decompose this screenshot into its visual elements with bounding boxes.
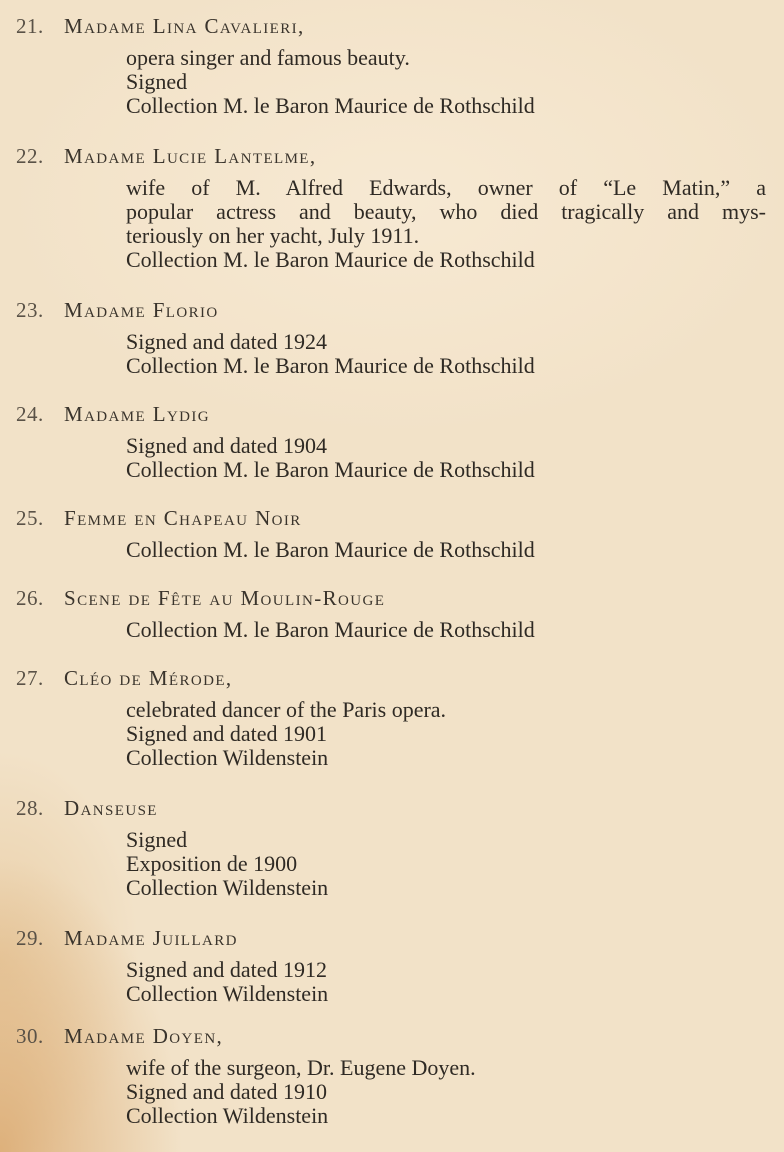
catalogue-entry-30 xyxy=(0,1024,784,1128)
entry-details xyxy=(126,46,766,118)
entry-details xyxy=(126,618,766,642)
entry-line: Collection Wildenstein xyxy=(126,1103,329,1128)
entry-details xyxy=(126,330,766,378)
catalogue-entry-22 xyxy=(0,144,784,272)
entry-title: Femme en Chapeau Noir xyxy=(64,506,302,530)
entry-line: Signed xyxy=(126,827,188,852)
entry-title: Cléo de Mérode, xyxy=(64,666,233,690)
entry-heading xyxy=(0,666,784,696)
entry-details xyxy=(126,176,766,272)
entry-line: Signed xyxy=(126,69,188,94)
entry-line: wife of the surgeon, Dr. Eugene Doyen. xyxy=(126,1055,476,1080)
entry-number: 23. xyxy=(16,298,44,322)
entry-line: Collection M. le Baron Maurice de Rothschild xyxy=(126,537,535,562)
entry-line: Signed and dated 1910 xyxy=(126,1079,328,1104)
entry-line: Collection M. le Baron Maurice de Rothschild xyxy=(126,247,535,272)
entry-line: Collection M. le Baron Maurice de Rothschild xyxy=(126,93,535,118)
catalogue-entry-24 xyxy=(0,402,784,482)
entry-line: Signed and dated 1924 xyxy=(126,329,328,354)
entry-title: Madame Lydig xyxy=(64,402,211,426)
entry-heading xyxy=(0,1024,784,1054)
catalogue-entry-29 xyxy=(0,926,784,1006)
entry-heading xyxy=(0,402,784,432)
entry-line: Signed and dated 1912 xyxy=(126,957,328,982)
entry-line: popular actress and beauty, who died tragically and mys- xyxy=(126,199,766,224)
entry-details xyxy=(126,538,766,562)
entry-line: Collection Wildenstein xyxy=(126,875,329,900)
catalogue-entry-28 xyxy=(0,796,784,900)
entry-number: 28. xyxy=(16,796,44,820)
entry-line: wife of M. Alfred Edwards, owner of “Le Matin,” a xyxy=(126,175,766,200)
catalogue-entry-21 xyxy=(0,14,784,118)
entry-title: Danseuse xyxy=(64,796,158,820)
entry-number: 26. xyxy=(16,586,44,610)
entry-line: opera singer and famous beauty. xyxy=(126,45,410,70)
entry-number: 27. xyxy=(16,666,44,690)
entry-details xyxy=(126,1056,766,1128)
entry-line: Collection Wildenstein xyxy=(126,981,329,1006)
entry-heading xyxy=(0,506,784,536)
catalogue-entry-26 xyxy=(0,586,784,642)
entry-line: celebrated dancer of the Paris opera. xyxy=(126,697,447,722)
catalogue-entry-27 xyxy=(0,666,784,770)
entry-heading xyxy=(0,926,784,956)
entry-number: 22. xyxy=(16,144,44,168)
entry-line: Signed and dated 1904 xyxy=(126,433,328,458)
entry-line: teriously on her yacht, July 1911. xyxy=(126,223,420,248)
entry-title: Madame Lina Cavalieri, xyxy=(64,14,305,38)
catalogue-entry-25 xyxy=(0,506,784,562)
catalogue-entry-23 xyxy=(0,298,784,378)
entry-title: Madame Doyen, xyxy=(64,1024,224,1048)
entry-line: Collection M. le Baron Maurice de Rothschild xyxy=(126,617,535,642)
entry-details xyxy=(126,828,766,900)
entry-title: Madame Juillard xyxy=(64,926,238,950)
entry-title: Madame Lucie Lantelme, xyxy=(64,144,317,168)
entry-details xyxy=(126,958,766,1006)
entry-heading xyxy=(0,796,784,826)
entry-number: 29. xyxy=(16,926,44,950)
entry-title: Madame Florio xyxy=(64,298,219,322)
entry-number: 25. xyxy=(16,506,44,530)
entry-details xyxy=(126,434,766,482)
entry-title: Scene de Fête au Moulin-Rouge xyxy=(64,586,386,610)
entry-line: Signed and dated 1901 xyxy=(126,721,328,746)
entry-details xyxy=(126,698,766,770)
entry-number: 30. xyxy=(16,1024,44,1048)
entry-line: Collection M. le Baron Maurice de Rothschild xyxy=(126,353,535,378)
entry-line: Exposition de 1900 xyxy=(126,851,298,876)
entry-heading xyxy=(0,298,784,328)
entry-heading xyxy=(0,14,784,44)
entry-number: 24. xyxy=(16,402,44,426)
entry-number: 21. xyxy=(16,14,44,38)
entry-line: Collection Wildenstein xyxy=(126,745,329,770)
entry-line: Collection M. le Baron Maurice de Rothschild xyxy=(126,457,535,482)
entry-heading xyxy=(0,586,784,616)
entry-heading xyxy=(0,144,784,174)
